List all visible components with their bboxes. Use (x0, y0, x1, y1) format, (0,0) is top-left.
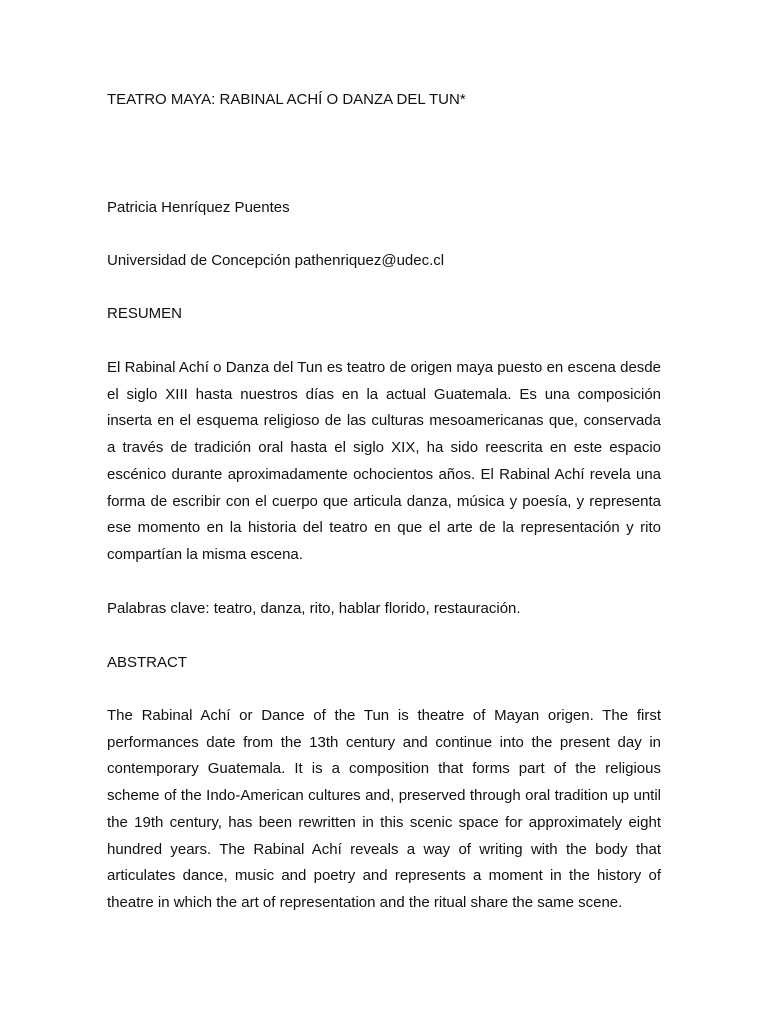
abstract-heading: ABSTRACT (107, 654, 188, 671)
resumen-paragraph: El Rabinal Achí o Danza del Tun es teatro de origen maya puesto en escena desde el siglo XIII hasta nuestros días en la actual Guatemala. Es una composición inserta en el esquema religioso de las culturas mesoamericanas que, conservada a través de tradición oral hasta el siglo XIX, ha sido reescrita en este espacio escénico durante aproximadamente ochocientos años. El Rabinal Achí revela una forma de escribir con el cuerpo que articula danza, música y poesía, y representa ese momento en la historia del teatro en que el arte de la representación y rito compartían la misma escena. (107, 359, 661, 563)
keywords: Palabras clave: teatro, danza, rito, hablar florido, restauración. (107, 600, 521, 617)
abstract-paragraph: The Rabinal Achí or Dance of the Tun is theatre of Mayan origen. The first performances date from the 13th century and continue into the present day in contemporary Guatemala. It is a composition that forms part of the religious scheme of the Indo-American cultures and, preserved through oral tradition up until the 19th century, has been rewritten in this scenic space for approximately eight hundred years. The Rabinal Achí reveals a way of writing with the body that articulates dance, music and poetry and represents a moment in the history of theatre in which the art of representation and the ritual share the same scene. (107, 707, 661, 911)
resumen-heading: RESUMEN (107, 305, 183, 322)
author-name: Patricia Henríquez Puentes (107, 199, 290, 216)
author-affiliation: Universidad de Concepción pathenriquez@udec.cl (107, 252, 445, 269)
paper-title: TEATRO MAYA: RABINAL ACHÍ O DANZA DEL TUN* (107, 91, 466, 108)
